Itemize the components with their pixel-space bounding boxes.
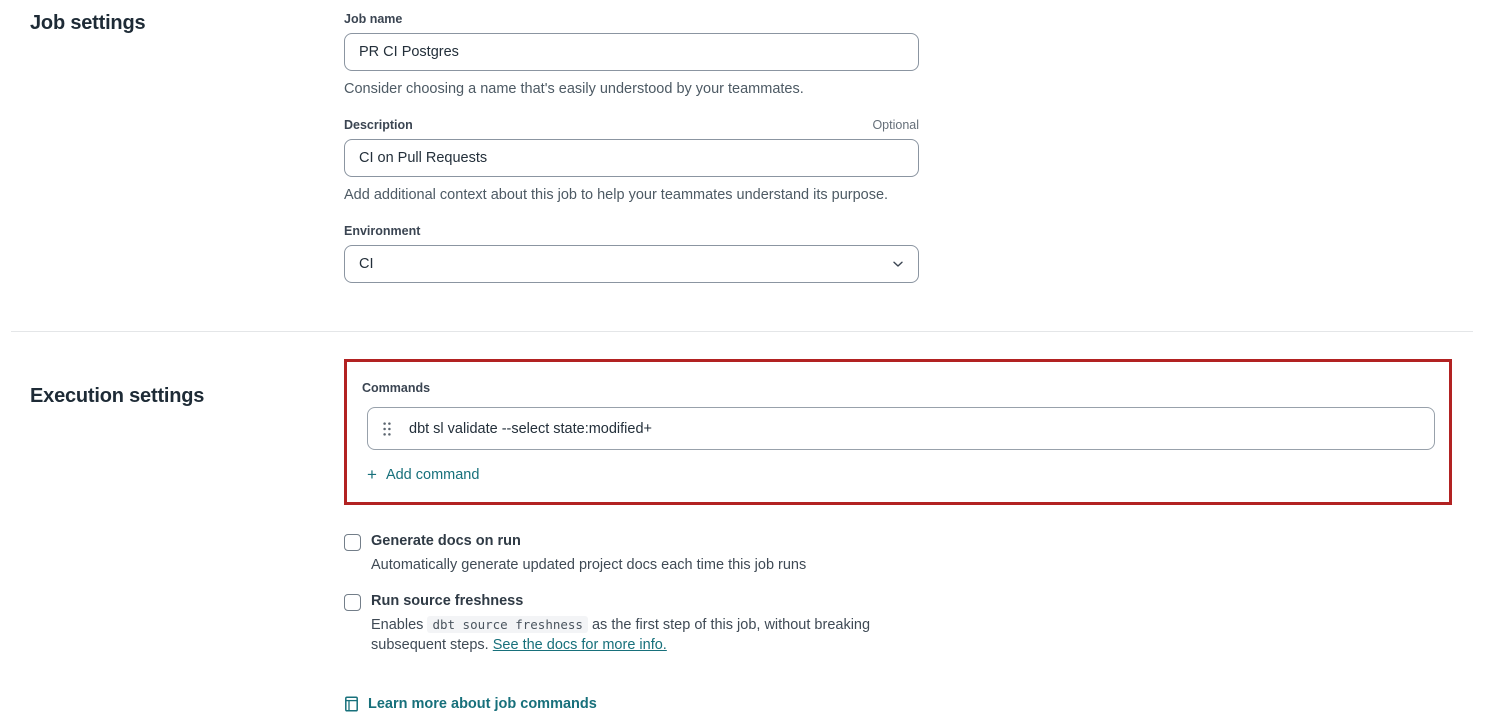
source-freshness-desc-suffix: as the first step of this job, without breaking subsequent steps.	[371, 617, 871, 653]
job-settings-form	[344, 12, 919, 283]
execution-settings-section	[0, 359, 1485, 717]
environment-selected-value: CI	[359, 256, 374, 272]
description-label-row	[344, 118, 919, 132]
learn-more-label: Learn more about job commands	[368, 696, 597, 712]
description-input[interactable]	[344, 139, 919, 177]
checkbox-group	[344, 532, 1452, 655]
add-command-button[interactable]	[367, 466, 479, 483]
command-row	[367, 407, 1435, 450]
job-settings-title: Job settings	[30, 12, 146, 34]
source-freshness-desc-prefix: Enables	[371, 617, 424, 633]
generate-docs-label[interactable]: Generate docs on run	[371, 533, 521, 549]
generate-docs-text	[371, 532, 806, 575]
chevron-down-icon	[892, 256, 904, 272]
generate-docs-checkbox[interactable]	[344, 534, 361, 551]
book-icon	[344, 696, 359, 712]
add-command-label: Add command	[385, 466, 480, 483]
plus-icon: +	[367, 465, 377, 484]
environment-select[interactable]	[344, 245, 919, 283]
execution-settings-label-column	[0, 359, 344, 717]
execution-settings-title: Execution settings	[30, 385, 205, 407]
source-freshness-label[interactable]: Run source freshness	[371, 593, 524, 609]
job-settings-section	[0, 12, 1485, 283]
job-settings-label-column	[0, 12, 344, 283]
source-freshness-text	[371, 592, 916, 655]
description-hint: Add additional context about this job to help your teammates understand its purpose.	[344, 187, 889, 203]
drag-handle-icon[interactable]	[383, 422, 391, 436]
section-divider	[11, 331, 1473, 332]
learn-more-link[interactable]	[344, 696, 597, 712]
environment-field	[344, 224, 919, 283]
environment-label: Environment	[344, 224, 421, 238]
job-name-input[interactable]	[344, 33, 919, 71]
source-freshness-row	[344, 592, 1452, 655]
job-name-field	[344, 12, 919, 99]
generate-docs-description: Automatically generate updated project docs each time this job runs	[371, 557, 807, 573]
generate-docs-row	[344, 532, 1452, 575]
description-field	[344, 118, 919, 205]
source-freshness-code: dbt source freshness	[427, 616, 588, 633]
job-settings-content	[344, 12, 1485, 283]
commands-label: Commands	[362, 381, 431, 395]
description-label: Description	[344, 118, 413, 132]
commands-highlight-box	[344, 359, 1452, 505]
source-freshness-checkbox[interactable]	[344, 594, 361, 611]
source-freshness-description	[371, 615, 916, 655]
job-name-label: Job name	[344, 12, 403, 26]
see-docs-link[interactable]: See the docs for more info.	[492, 637, 667, 653]
optional-badge: Optional	[872, 118, 919, 132]
job-name-hint: Consider choosing a name that's easily understood by your teammates.	[344, 81, 804, 97]
command-text-input[interactable]: dbt sl validate --select state:modified+	[409, 420, 652, 437]
execution-settings-content	[344, 359, 1485, 717]
